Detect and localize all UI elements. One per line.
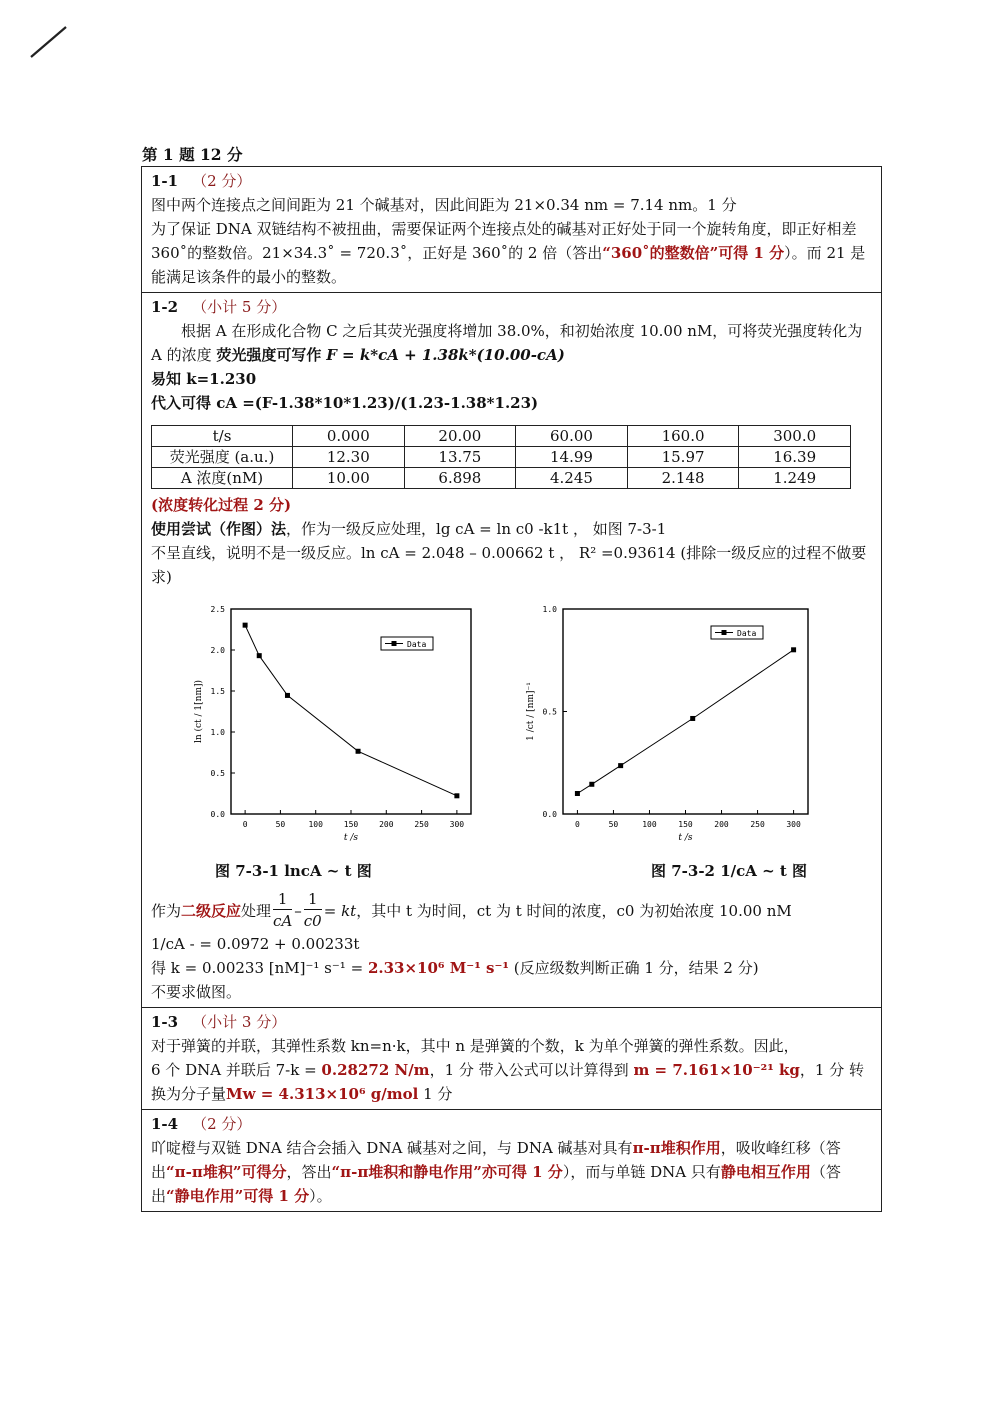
y-tick-label: 1.0	[542, 605, 557, 614]
data-point	[618, 763, 623, 768]
section-1-3	[142, 1008, 881, 1110]
x-tick-label: 250	[414, 820, 429, 829]
answer-box	[141, 166, 882, 1212]
section-heading: 1-2	[151, 298, 179, 316]
y-tick-label: 1.5	[210, 687, 225, 696]
figure-caption: 图 7-3-2 1/cA ~ t 图	[651, 862, 808, 880]
paragraph: 根据 A 在形成化合物 C 之后其荧光强度将增加 38.0%，和初始浓度 10.00 nM，可将荧光强度转化为 A 的浓度 荧光强度可写作 F = k*cA + 1.38k*(10.00-cA)	[151, 322, 863, 364]
x-tick-label: 0	[242, 820, 248, 829]
paragraph: 换为分子量Mw = 4.313×10⁶ g/mol 1 分	[151, 1085, 453, 1103]
section-score: （小计 3 分）	[192, 1013, 287, 1031]
data-table	[151, 425, 851, 489]
charts-area	[151, 589, 872, 889]
section-score: （2 分）	[192, 1115, 252, 1133]
section-1-4	[142, 1110, 881, 1211]
x-tick-label: 250	[750, 820, 765, 829]
legend-label: Data	[407, 640, 427, 649]
pen-mark	[28, 24, 68, 60]
legend-marker	[392, 641, 397, 646]
data-point	[589, 782, 594, 787]
data-point	[454, 793, 459, 798]
x-tick-label: 150	[343, 820, 359, 829]
x-tick-label: 100	[308, 820, 323, 829]
second-order-equation: 作为 二级反应 处理 $\frac{1}{cA}$ – $\frac{1}{c0}$ = kt ，其中 t 为时间，ct 为 t 时间的浓度，c0 为初始浓度 10.00 nM	[151, 890, 792, 930]
page-title: 第 1 题 12 分	[142, 145, 243, 164]
table-row: 荧光强度 (a.u.) 12.30 13.75 14.99 15.97 16.39	[152, 447, 851, 468]
formula: F = k*cA + 1.38k*(10.00-cA)	[326, 346, 565, 364]
y-tick-label: 2.0	[210, 646, 225, 655]
x-tick-label: 300	[449, 820, 465, 829]
data-point	[690, 716, 695, 721]
series-line	[245, 625, 457, 796]
data-point	[575, 791, 580, 796]
paragraph: 不呈直线，说明不是一级反应。ln cA = 2.048 – 0.00662 t ， R² =0.93614 (排除一级反应的过程不做要求)	[151, 544, 867, 586]
x-tick-label: 150	[678, 820, 693, 829]
highlight: 二级反应	[181, 901, 242, 920]
plot-frame	[231, 609, 471, 814]
plot-frame	[563, 609, 808, 814]
x-tick-label: 50	[608, 820, 619, 829]
legend-marker	[722, 630, 727, 635]
series-line	[577, 650, 793, 794]
x-tick-label: 200	[714, 820, 729, 829]
rate-constant: 得 k = 0.00233 [nM]⁻¹ s⁻¹ = 2.33×10⁶ M⁻¹ s⁻¹ (反应级数判断正确 1 分，结果 2 分)	[151, 959, 759, 977]
section-heading: 1-4	[151, 1115, 179, 1133]
x-tick-label: 100	[642, 820, 657, 829]
paragraph: 图中两个连接点之间间距为 21 个碱基对，因此间距为 21×0.34 nm = 7.14 nm。1 分	[151, 196, 737, 214]
x-tick-label: 0	[574, 820, 580, 829]
y-tick-label: 0.5	[210, 769, 225, 778]
section-1-1	[142, 167, 881, 293]
data-point	[791, 647, 796, 652]
data-point	[243, 623, 248, 628]
k-value: 易知 k=1.230	[151, 370, 257, 388]
figure-caption: 图 7-3-1 lncA ~ t 图	[215, 862, 372, 880]
y-tick-label: 0.0	[542, 810, 557, 819]
y-tick-label: 2.5	[210, 605, 225, 614]
chart-ln-c-vs-t	[171, 599, 501, 849]
paragraph: 不要求做图。	[151, 983, 242, 1001]
data-point	[285, 693, 290, 698]
table-row: t/s 0.000 20.00 60.00 160.0 300.0	[152, 426, 851, 447]
section-1-2	[142, 293, 881, 1008]
chart-inv-c-vs-t	[511, 599, 841, 849]
legend-label: Data	[737, 629, 757, 638]
x-axis-label: t /s	[678, 833, 693, 843]
fit-equation: 1/cA - = 0.0972 + 0.00233t	[151, 935, 360, 953]
y-tick-label: 1.0	[210, 728, 225, 737]
section-heading: 1-3	[151, 1013, 179, 1031]
x-tick-label: 50	[275, 820, 286, 829]
section-score: （小计 5 分）	[192, 298, 287, 316]
table-row: A 浓度(nM) 10.00 6.898 4.245 2.148 1.249	[152, 468, 851, 489]
data-point	[257, 653, 262, 658]
scoring-note: (浓度转化过程 2 分)	[151, 496, 292, 514]
y-tick-label: 0.0	[210, 810, 225, 819]
section-heading: 1-1	[151, 172, 179, 190]
scoring-note: “360˚的整数倍”可得 1 分	[602, 244, 785, 262]
paragraph: 对于弹簧的并联，其弹性系数 kn=n·k，其中 n 是弹簧的个数，k 为单个弹簧的弹性系数。因此，	[151, 1037, 799, 1055]
x-tick-label: 300	[786, 820, 801, 829]
data-point	[356, 749, 361, 754]
y-axis-label: ln (ct / 1[nm])	[194, 679, 204, 744]
paragraph: 使用尝试（作图）法，作为一级反应处理，lg cA = ln c0 -k1t ， 如图 7-3-1	[151, 520, 667, 538]
y-axis-label: 1 /ct / [nm]⁻¹	[526, 682, 536, 741]
x-axis-label: t /s	[343, 833, 359, 843]
y-tick-label: 0.5	[542, 707, 557, 717]
paragraph: 6 个 DNA 并联后 7-k = 0.28272 N/m，1 分 带入公式可以计算得到 m = 7.161×10⁻²¹ kg，1 分 转	[151, 1061, 864, 1079]
section-score: （2 分）	[192, 172, 252, 190]
paragraph: 为了保证 DNA 双链结构不被扭曲，需要保证两个连接点处的碱基对正好处于同一个旋转角度，即正好相差 360˚的整数倍。21×34.3˚ = 720.3˚，正好是 360˚的 2 倍（答出“360˚的整数倍”可得 1 分）。而 21 是能满足该条件的最小的整数。	[151, 220, 866, 286]
substitution: 代入可得 cA =(F-1.38*10*1.23)/(1.23-1.38*1.23)	[151, 394, 539, 412]
paragraph: 吖啶橙与双链 DNA 结合会插入 DNA 碱基对之间，与 DNA 碱基对具有π-π堆积作用，吸收峰红移（答出“π-π堆积”可得分，答出“π-π堆积和静电作用”亦可得 1 分），而与单链 DNA 只有静电相互作用（答出“静电作用”可得 1 分）。	[151, 1139, 841, 1205]
x-tick-label: 200	[379, 820, 394, 829]
